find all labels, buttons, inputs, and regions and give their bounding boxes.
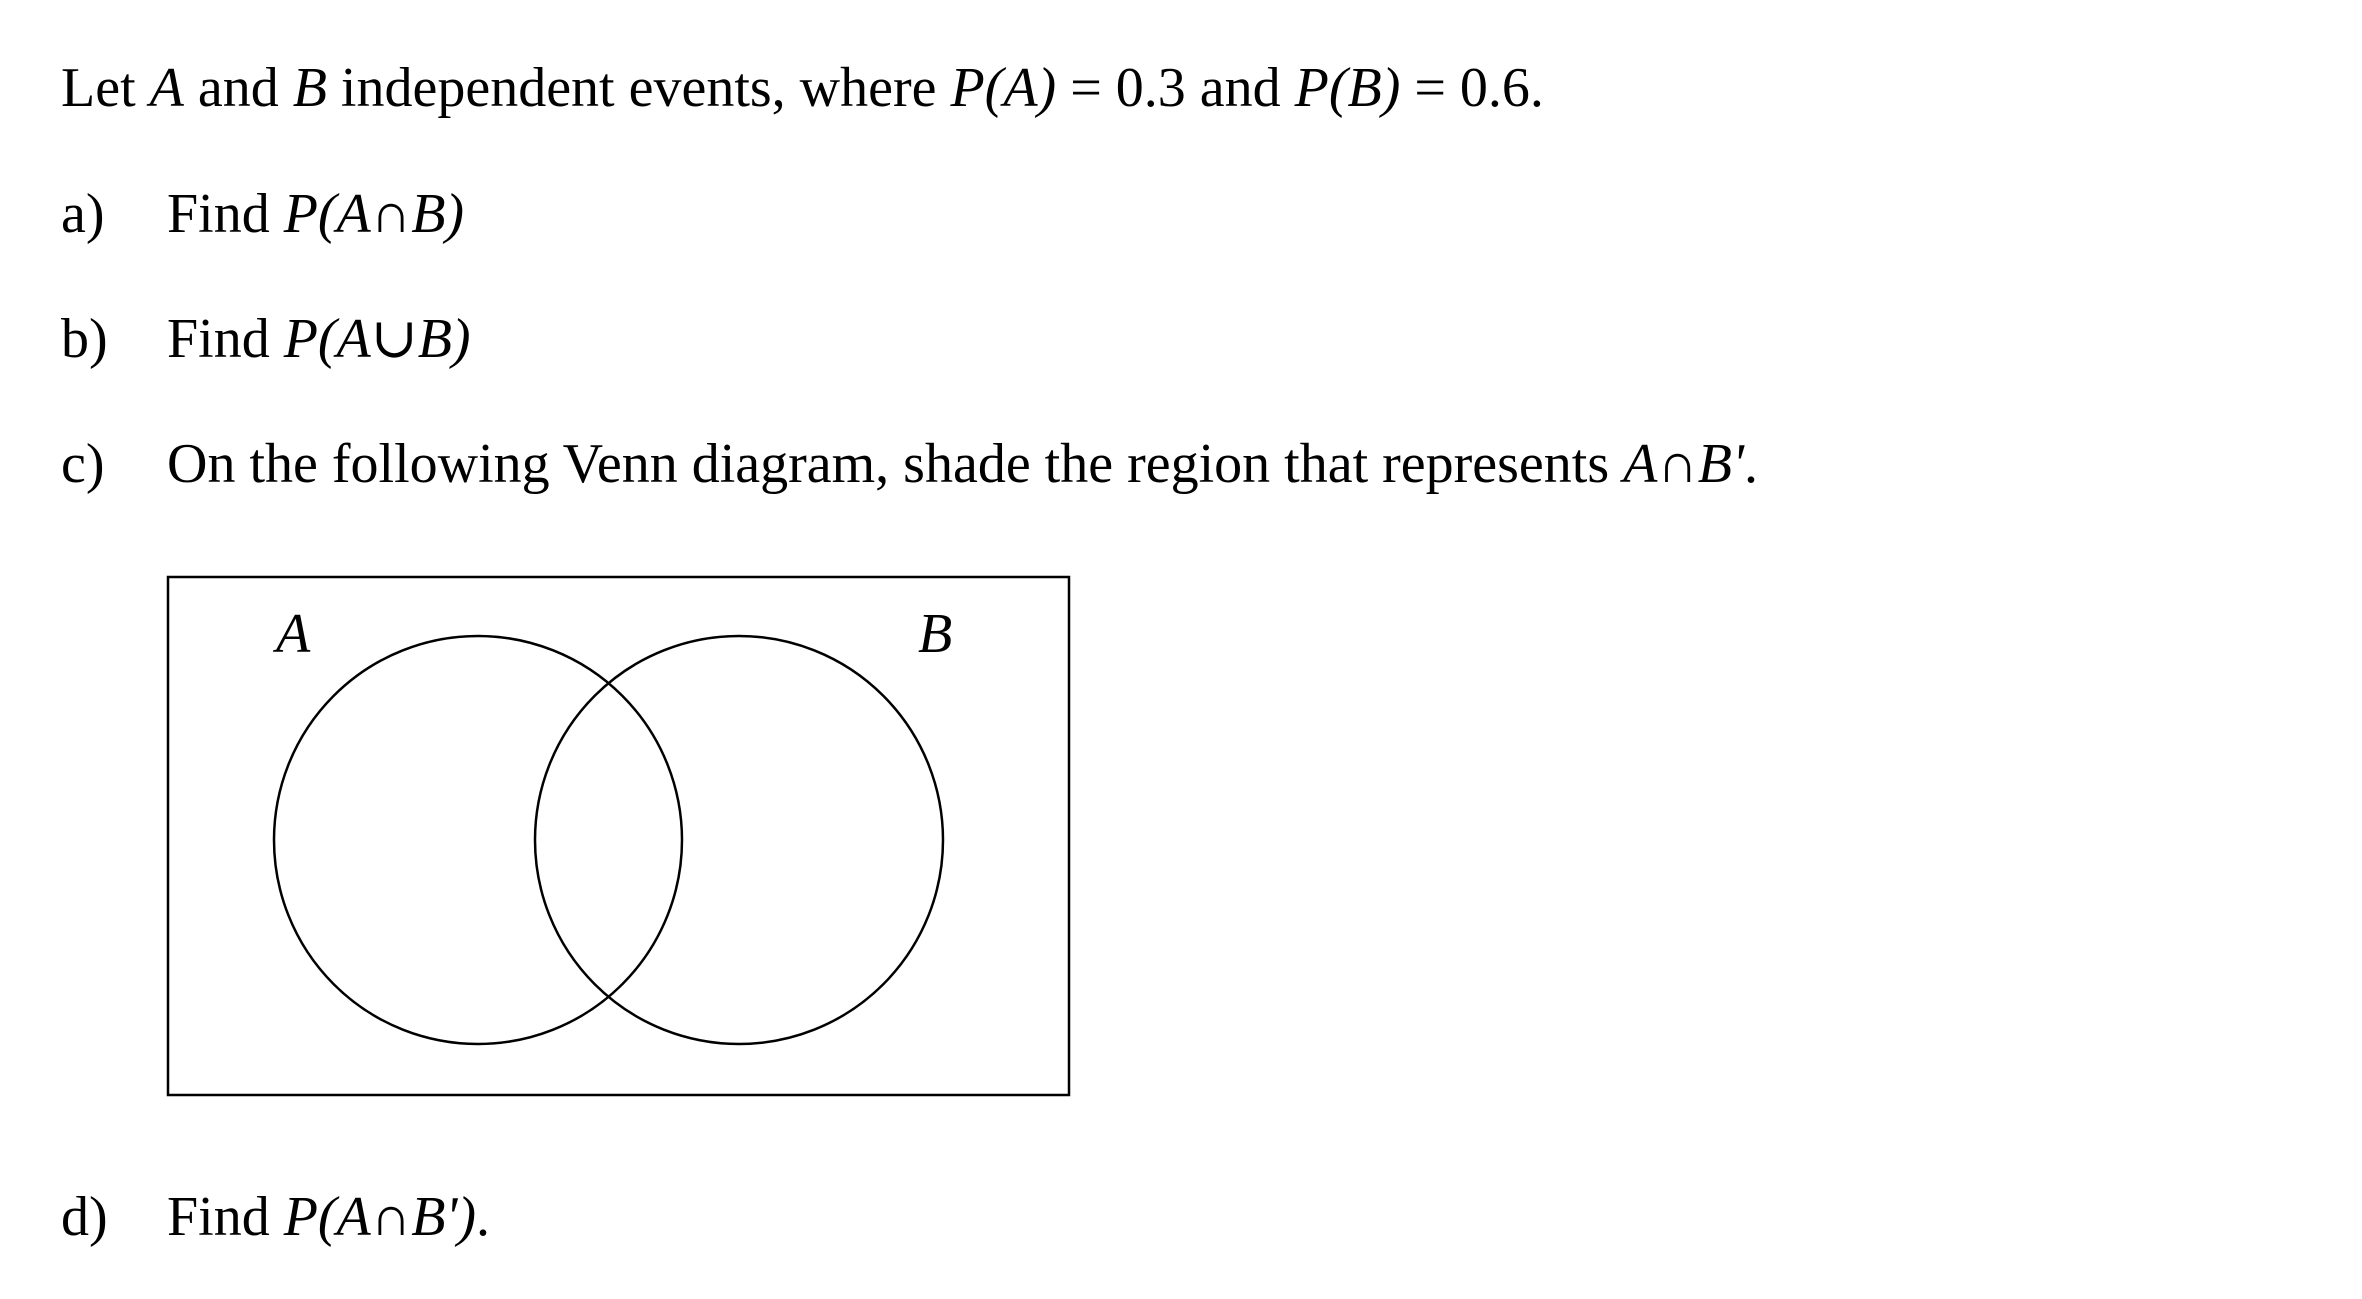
question-math: A∩B'	[1623, 433, 1744, 495]
text: independent events, where	[326, 57, 951, 119]
math-pa: P(A)	[950, 57, 1057, 119]
question-text: Find	[167, 1186, 284, 1248]
text: = 0.3 and	[1056, 57, 1295, 119]
circle-a	[274, 636, 682, 1044]
question-math: P(A∩B')	[283, 1186, 477, 1248]
question-math: P(A∪B)	[283, 308, 471, 370]
text: Let	[61, 57, 150, 119]
question-tail: .	[476, 1186, 491, 1248]
question-label: b)	[61, 308, 108, 370]
text: and	[183, 57, 293, 119]
text: = 0.6.	[1400, 57, 1544, 119]
math-b: B	[292, 57, 327, 119]
question-text: On the following Venn diagram, shade the region that represents	[167, 433, 1624, 495]
question-math: P(A∩B)	[283, 183, 465, 245]
question-text: Find	[167, 183, 284, 245]
question-label: d)	[61, 1186, 108, 1248]
math-a: A	[149, 57, 184, 119]
question-text: Find	[167, 308, 284, 370]
question-label: c)	[61, 433, 105, 495]
question-tail: .	[1743, 433, 1758, 495]
circle-b	[535, 636, 943, 1044]
set-b-label: B	[918, 603, 953, 665]
question-label: a)	[61, 183, 105, 245]
math-pb: P(B)	[1294, 57, 1401, 119]
set-a-label: A	[276, 603, 311, 665]
question-d	[61, 1186, 491, 1248]
